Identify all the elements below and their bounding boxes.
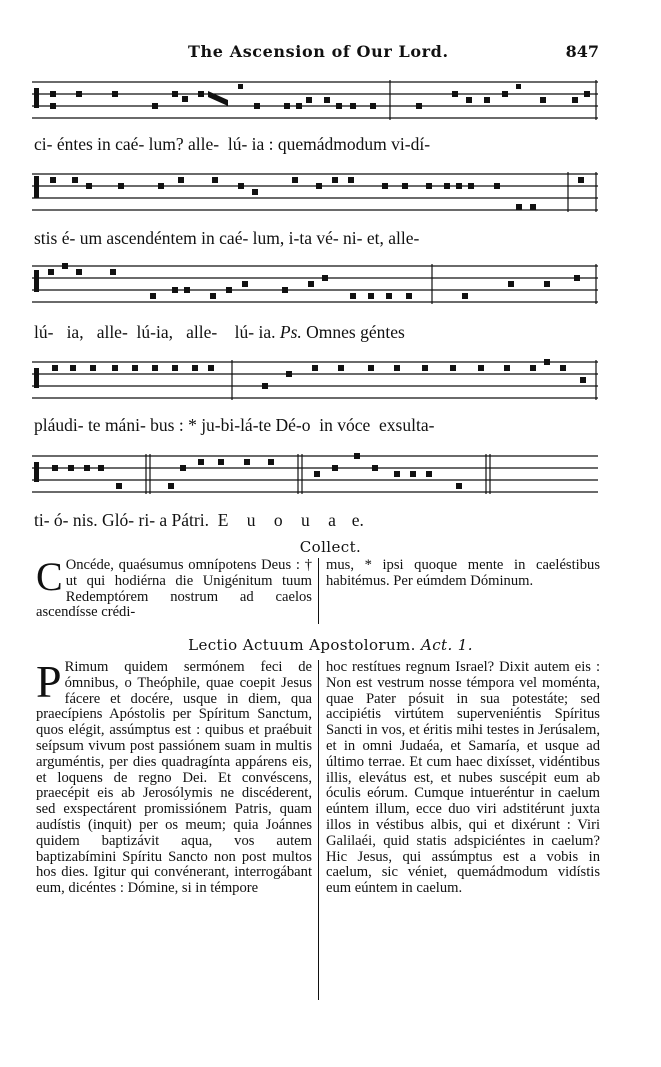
chant-lyric-5: [34, 510, 604, 531]
chant-lyric-1: ci- éntes in caé- lum? alle- lú- ia : quemádmodum vi-dí-: [34, 134, 431, 154]
lesson-title: Lectio Actuum Apostolorum.: [188, 636, 416, 654]
collect-right-text: mus, * ipsi quoque mente in caeléstibus habitémus. Per eúmdem Dóminum.: [326, 557, 600, 589]
lesson-right-text: hoc restítues regnum Israel? Dixit autem eis : Non est vestrum nosse témpora vel moménta, quae Pater pósuit in sua potestáte; sed accipiétis virtútem superveniéntis Spíritus Sancti in vos, et éritis mihi testes in Jerúsalem, et in omni Judaéa, et Samaría, et usque ad último terrae. Et cum haec dixísset, vidéntibus illis, elevátus est, et nubes suscépit eum ab óculis eórum. Cumque intueréntur in caelum eúntem illum, ecce duo viri adstitérunt juxta illos in véstibus albis, qui et dixérunt : Viri Galilaéi, quid statis adspiciéntes in caelum? Hic Jesus, qui assúmptus est a vobis in caelum, sic véniet, quemádmodum vidístis eum eúntem in caelum.: [326, 659, 600, 897]
lesson-ref: Act. 1.: [420, 636, 473, 654]
collect-left-text: Oncéde, quaésumus omnípotens Deus : † ut qui hodiérna die Unigénitum tuum Redemptórem nostrum ad caelos ascendísse crédi-: [36, 557, 312, 621]
chant-lyric-4: pláudi- te máni- bus : * ju-bi-lá-te Dé-o in vóce exsulta-: [34, 415, 435, 435]
collect-left-column: [36, 554, 312, 621]
chant-lyric-5-tail: e.: [342, 510, 364, 530]
collect-dropcap: C: [36, 554, 63, 599]
chant-lyric-2: stis é- um ascendéntem in caé- lum, i-ta vé- ni- et, alle-: [34, 228, 420, 248]
chant-lyric-3-after: Omnes géntes: [301, 322, 405, 342]
chant-staff-5: [32, 448, 598, 504]
euouae: E u o u a: [217, 510, 343, 530]
psalm-marker: Ps.: [279, 322, 302, 342]
running-head: [0, 42, 661, 66]
lesson-left-column: [36, 656, 312, 897]
page-number: 847: [565, 42, 599, 61]
chant-staff-4: [32, 354, 598, 410]
chant-lyric-5-text: ti- ó- nis. Gló- ri- a Pátri.: [34, 510, 218, 530]
chant-staff-3: [32, 258, 598, 314]
lesson-heading: [0, 636, 661, 654]
chant-staff-1: [32, 74, 598, 130]
collect-column-rule: [318, 558, 319, 624]
lesson-dropcap: P: [36, 656, 62, 707]
chant-lyric-3: [34, 322, 604, 343]
collect-heading: Collect.: [299, 538, 362, 556]
chant-lyric-3-text: lú- ia, alle- lú-ia, alle- lú- ia.: [34, 322, 280, 342]
lesson-column-rule: [318, 660, 319, 1000]
lesson-right-column: [326, 660, 600, 897]
running-title: The Ascension of Our Lord.: [188, 42, 449, 61]
chant-staff-2: [32, 166, 598, 222]
lesson-left-text: Rimum quidem sermónem feci de ómnibus, o Theóphile, quae coepit Jesus fácere et docére, usque in diem, qua praecípiens Apóstolis per Spíritum Sanctum, quos elégit, assúmptus est : quibus et praébuit seípsum vivum post passiónem suam in multis arguméntis, per dies quadragínta appárens eis, et loquens de regno Dei. Et convéscens, praecépit eis ab Jerosólymis ne discéderent, sed exspectárent promissiónem Patris, quam audístis (inquit) per os meum; quia Joánnes quidem baptizávit aqua, vos autem baptizabímini Spíritu Sancto non post multos hos dies. Igitur qui convénerant, interrogábant eum, dicéntes : Dómine, si in témpore: [36, 659, 312, 897]
collect-right-column: [326, 558, 600, 590]
